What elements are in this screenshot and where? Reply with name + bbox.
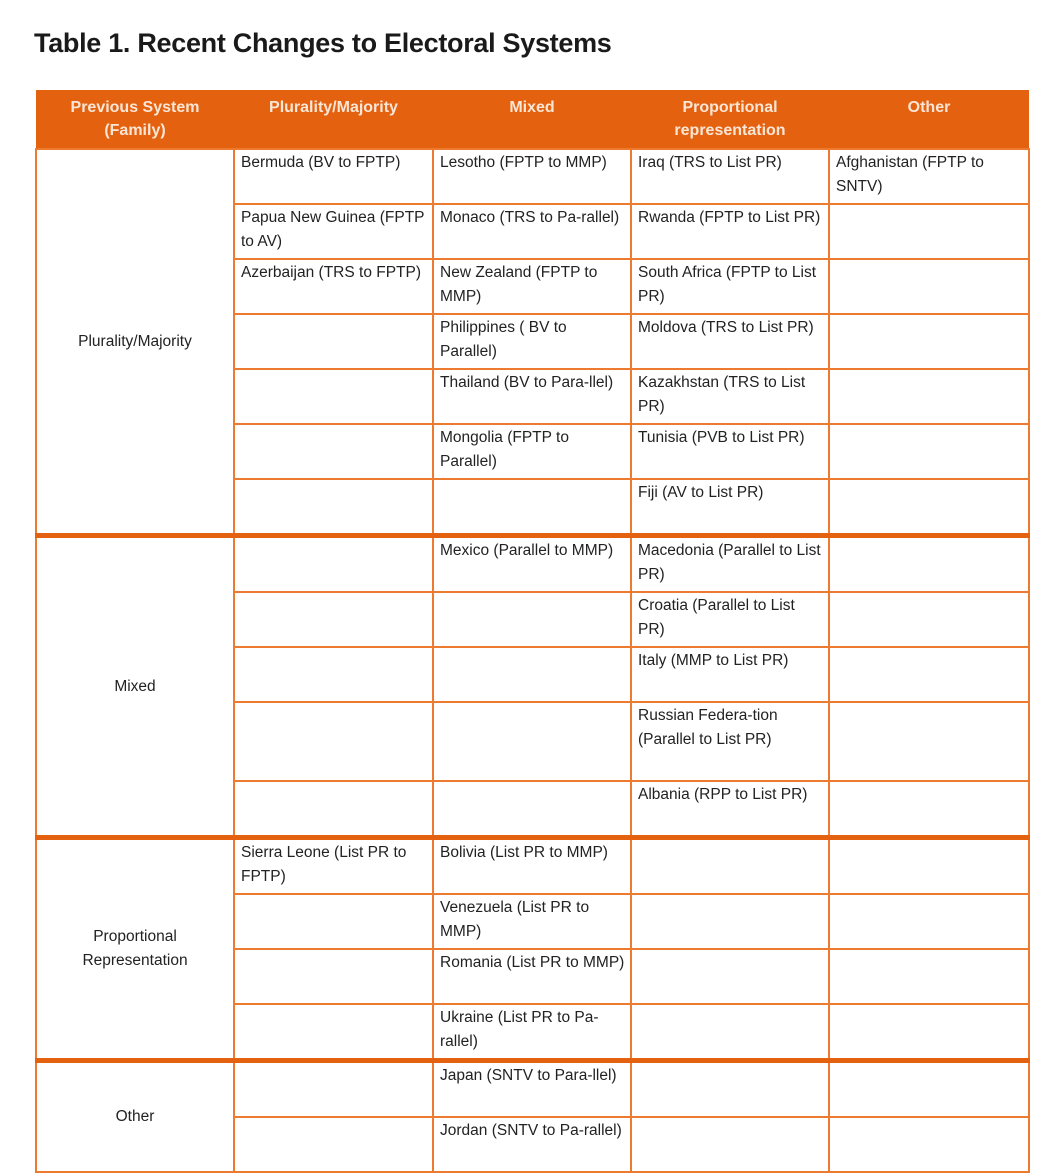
table-cell [829, 536, 1029, 593]
table-cell: Albania (RPP to List PR) [631, 781, 829, 838]
table-cell [829, 369, 1029, 424]
table-cell: New Zealand (FPTP to MMP) [433, 259, 631, 314]
table-cell: Thailand (BV to Para-llel) [433, 369, 631, 424]
table-cell: Romania (List PR to MMP) [433, 949, 631, 1004]
table-row [36, 838, 1029, 895]
table-cell [234, 424, 433, 479]
table-cell: Sierra Leone (List PR to FPTP) [234, 838, 433, 895]
table-cell [829, 1004, 1029, 1061]
table-cell [829, 314, 1029, 369]
table-cell [433, 702, 631, 781]
table-cell [433, 479, 631, 536]
table-cell: Tunisia (PVB to List PR) [631, 424, 829, 479]
header-plurality-majority: Plurality/Majority [234, 90, 433, 149]
table-cell: Mongolia (FPTP to Parallel) [433, 424, 631, 479]
table-cell: Kazakhstan (TRS to List PR) [631, 369, 829, 424]
table-cell: Moldova (TRS to List PR) [631, 314, 829, 369]
table-cell [234, 949, 433, 1004]
table-cell: Fiji (AV to List PR) [631, 479, 829, 536]
table-cell [829, 949, 1029, 1004]
table-row [36, 536, 1029, 593]
table-cell [234, 781, 433, 838]
family-label: Plurality/Majority [36, 149, 234, 536]
table-cell: Bermuda (BV to FPTP) [234, 149, 433, 204]
table-cell [829, 479, 1029, 536]
table-cell: Papua New Guinea (FPTP to AV) [234, 204, 433, 259]
table-cell: Macedonia (Parallel to List PR) [631, 536, 829, 593]
table-cell [234, 1061, 433, 1118]
table-cell [631, 1061, 829, 1118]
table-cell [631, 1004, 829, 1061]
table-cell [829, 204, 1029, 259]
table-cell [829, 1117, 1029, 1172]
table-cell [234, 1004, 433, 1061]
table-cell [829, 592, 1029, 647]
table-title: Table 1. Recent Changes to Electoral Systems [34, 28, 612, 58]
table-cell [631, 838, 829, 895]
table-cell: Philippines ( BV to Parallel) [433, 314, 631, 369]
family-label: Other [36, 1061, 234, 1173]
header-other: Other [829, 90, 1029, 149]
table-row [36, 149, 1029, 204]
table-cell [829, 1061, 1029, 1118]
family-label: Mixed [36, 536, 234, 838]
table-cell [433, 647, 631, 702]
table-cell [234, 894, 433, 949]
table-cell [829, 424, 1029, 479]
table-cell [829, 702, 1029, 781]
header-previous-system: Previous System (Family) [36, 90, 234, 149]
table-cell [234, 536, 433, 593]
table-cell: Venezuela (List PR to MMP) [433, 894, 631, 949]
table-cell [829, 781, 1029, 838]
header-proportional-representation: Proportional representation [631, 90, 829, 149]
table-cell [234, 1117, 433, 1172]
table-cell: Iraq (TRS to List PR) [631, 149, 829, 204]
table-cell [631, 894, 829, 949]
table-cell [234, 647, 433, 702]
table-cell: Russian Federa-tion (Parallel to List PR) [631, 702, 829, 781]
table-cell: Rwanda (FPTP to List PR) [631, 204, 829, 259]
table-cell: Ukraine (List PR to Pa-rallel) [433, 1004, 631, 1061]
table-cell: South Africa (FPTP to List PR) [631, 259, 829, 314]
table-cell: Lesotho (FPTP to MMP) [433, 149, 631, 204]
table-cell: Afghanistan (FPTP to SNTV) [829, 149, 1029, 204]
family-label: Proportional Representation [36, 838, 234, 1061]
table-cell [433, 781, 631, 838]
table-cell [829, 838, 1029, 895]
table-cell [829, 894, 1029, 949]
table-cell [234, 702, 433, 781]
header-row [36, 90, 1029, 149]
electoral-systems-table [35, 90, 1030, 1173]
table-cell [631, 949, 829, 1004]
table-cell: Jordan (SNTV to Pa-rallel) [433, 1117, 631, 1172]
table-row [36, 1061, 1029, 1118]
header-mixed: Mixed [433, 90, 631, 149]
table-cell [234, 314, 433, 369]
table-cell [829, 647, 1029, 702]
table-cell: Japan (SNTV to Para-llel) [433, 1061, 631, 1118]
table-cell: Italy (MMP to List PR) [631, 647, 829, 702]
table-cell: Monaco (TRS to Pa-rallel) [433, 204, 631, 259]
table-cell: Mexico (Parallel to MMP) [433, 536, 631, 593]
table-cell [234, 479, 433, 536]
table-cell: Azerbaijan (TRS to FPTP) [234, 259, 433, 314]
table-cell: Croatia (Parallel to List PR) [631, 592, 829, 647]
table-cell [631, 1117, 829, 1172]
table-cell [433, 592, 631, 647]
table-cell [829, 259, 1029, 314]
table-cell [234, 592, 433, 647]
table-cell: Bolivia (List PR to MMP) [433, 838, 631, 895]
table-cell [234, 369, 433, 424]
